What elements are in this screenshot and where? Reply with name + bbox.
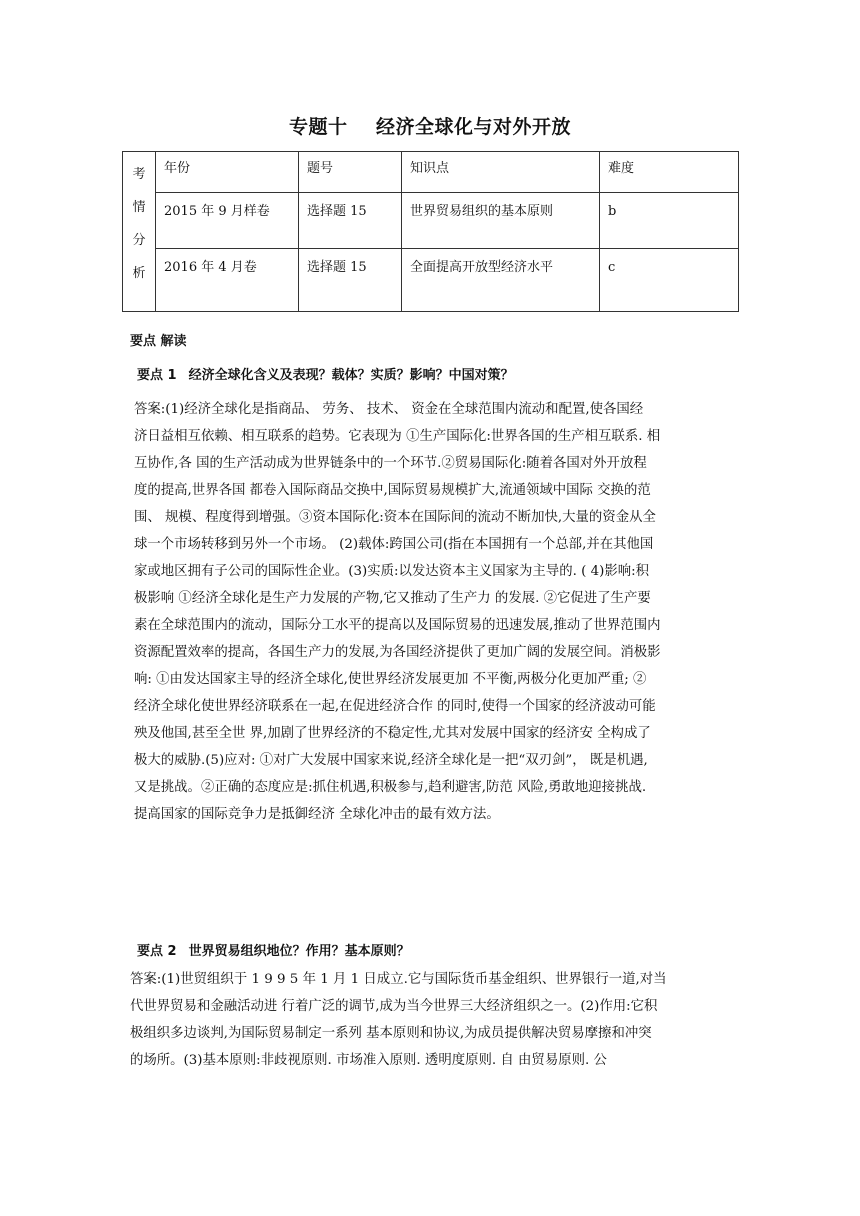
point2-heading bbox=[137, 940, 410, 959]
answer-line: 济日益相互依赖、相互联系的趋势。它表现为 ①生产国际化:世界各国的生产相互联系. 相 bbox=[134, 429, 661, 444]
cell-year: 2016 年 4 月卷 bbox=[156, 249, 299, 312]
table-row bbox=[123, 249, 739, 312]
topic-number: 专题十 bbox=[289, 116, 348, 138]
side-char: 考 bbox=[132, 167, 146, 182]
answer-line: 度的提高,世界各国 都卷入国际商品交换中,国际贸易规模扩大,流通领域中国际 交换的范 bbox=[134, 483, 651, 498]
answer-line: 围、 规模、程度得到增强。③资本国际化:资本在国际间的流动不断加快,大量的资金从全 bbox=[134, 510, 656, 525]
answer-line: 素在全球范围内的流动，国际分工水平的提高以及国际贸易的迅速发展,推动了世界范围内 bbox=[134, 618, 661, 633]
answer-line: 家或地区拥有子公司的国际性企业。(3)实质:以发达资本主义国家为主导的. ( 4)影响:积 bbox=[134, 564, 650, 579]
point1-number: 要点 1 bbox=[137, 368, 177, 383]
answer-line: 球一个市场转移到另外一个市场。 (2)载体:跨国公司(指在本国拥有一个总部,并在其他国 bbox=[134, 537, 654, 552]
answer-line: 的场所。(3)基本原则:非歧视原则. 市场准入原则. 透明度原则. 自 由贸易原则. 公 bbox=[130, 1053, 607, 1068]
point1-question: 经济全球化含义及表现？载体？实质？影响？中国对策？ bbox=[188, 368, 514, 383]
answer-line: 代世界贸易和金融活动进 行着广泛的调节,成为当今世界三大经济组织之一。(2)作用:它积 bbox=[130, 999, 658, 1014]
table-row bbox=[123, 193, 739, 249]
side-char: 分 bbox=[132, 233, 146, 248]
point1-heading bbox=[137, 364, 514, 383]
cell-difficulty: b bbox=[600, 193, 739, 249]
point1-answer bbox=[130, 396, 734, 828]
topic-name: 经济全球化与对外开放 bbox=[375, 116, 571, 138]
header-question: 题号 bbox=[299, 152, 402, 193]
side-char: 析 bbox=[132, 266, 146, 281]
cell-knowledge: 世界贸易组织的基本原则 bbox=[402, 193, 600, 249]
answer-line: 提高国家的国际竞争力是抵御经济 全球化冲击的最有效方法。 bbox=[134, 807, 500, 822]
table-header-row bbox=[123, 152, 739, 193]
answer-line: 答案:(1)世贸组织于 1 9 9 5 年 1 月 1 日成立.它与国际货币基金组织、世界银行一道,对当 bbox=[130, 972, 667, 987]
answer-line: 答案:(1)经济全球化是指商品、 劳务、 技术、 资金在全球范围内流动和配置,使各国经 bbox=[134, 402, 644, 417]
point2-number: 要点 2 bbox=[137, 944, 177, 959]
answer-line: 极大的威胁.(5)应对: ①对广大发展中国家来说,经济全球化是一把“双刃剑”， 既是机遇, bbox=[134, 753, 648, 768]
side-label bbox=[123, 152, 156, 312]
answer-line: 经济全球化使世界经济联系在一起,在促进经济合作 的同时,使得一个国家的经济波动可能 bbox=[134, 699, 656, 714]
cell-question: 选择题 15 bbox=[299, 249, 402, 312]
side-char: 情 bbox=[132, 200, 146, 215]
cell-year: 2015 年 9 月样卷 bbox=[156, 193, 299, 249]
answer-line: 互协作,各 国的生产活动成为世界链条中的一个环节.②贸易国际化:随着各国对外开放程 bbox=[134, 456, 647, 471]
exam-analysis-table bbox=[122, 151, 739, 312]
section-heading: 要点 解读 bbox=[130, 334, 187, 349]
header-difficulty: 难度 bbox=[600, 152, 739, 193]
point2-question: 世界贸易组织地位？作用？基本原则？ bbox=[188, 944, 410, 959]
cell-difficulty: c bbox=[600, 249, 739, 312]
point2-answer bbox=[130, 966, 734, 1074]
page-title bbox=[0, 112, 860, 139]
answer-line: 响: ①由发达国家主导的经济全球化,使世界经济发展更加 不平衡,两极分化更加严重; ② bbox=[134, 672, 647, 687]
header-year: 年份 bbox=[156, 152, 299, 193]
answer-line: 又是挑战。②正确的态度应是:抓住机遇,积极参与,趋利避害,防范 风险,勇敢地迎接挑战. bbox=[134, 780, 647, 795]
answer-line: 殃及他国,甚至全世 界,加剧了世界经济的不稳定性,尤其对发展中国家的经济安 全构成了 bbox=[134, 726, 651, 741]
cell-question: 选择题 15 bbox=[299, 193, 402, 249]
cell-knowledge: 全面提高开放型经济水平 bbox=[402, 249, 600, 312]
answer-line: 极影响 ①经济全球化是生产力发展的产物,它又推动了生产力 的发展. ②它促进了生产要 bbox=[134, 591, 651, 606]
header-knowledge: 知识点 bbox=[402, 152, 600, 193]
answer-line: 极组织多边谈判,为国际贸易制定一系列 基本原则和协议,为成员提供解决贸易摩擦和冲突 bbox=[130, 1026, 652, 1041]
answer-line: 资源配置效率的提高，各国生产力的发展,为各国经济提供了更加广阔的发展空间。消极影 bbox=[134, 645, 661, 660]
